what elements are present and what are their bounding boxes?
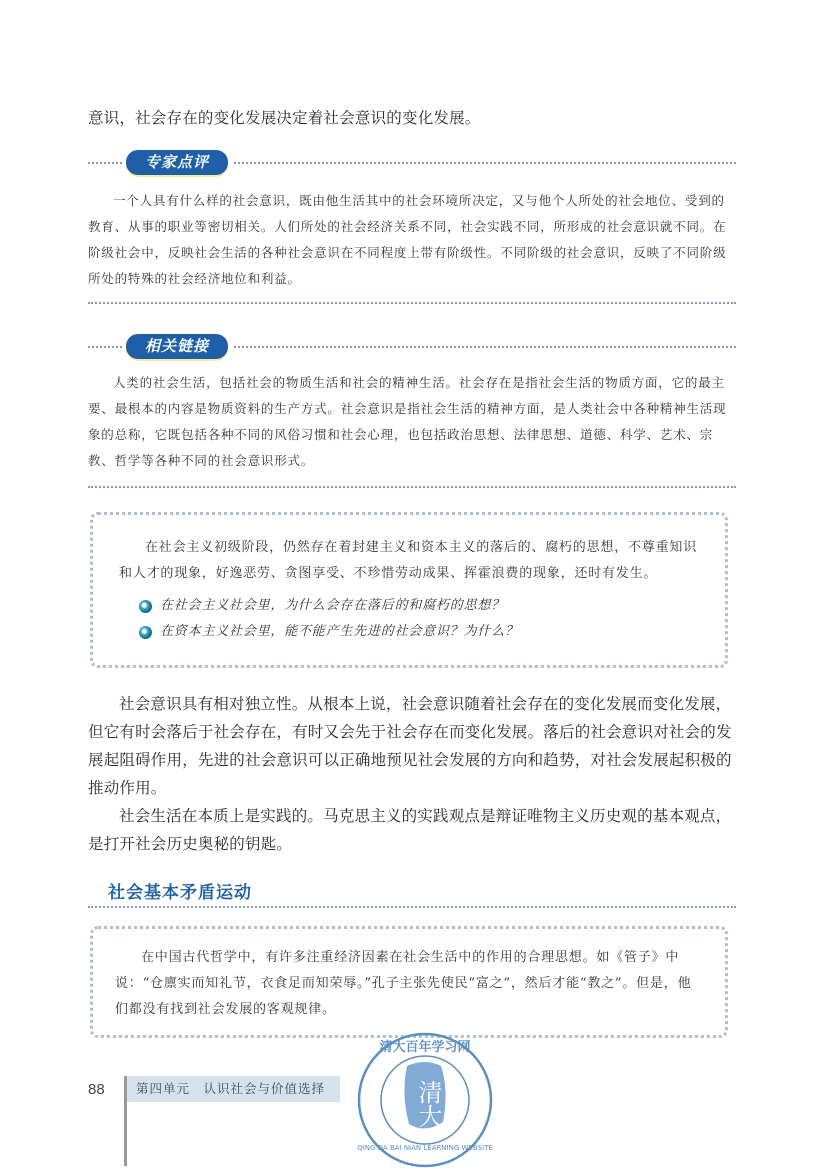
section-heading: 社会基本矛盾运动 (108, 883, 252, 903)
discussion-box (90, 512, 728, 668)
main-paragraph: 社会生活在本质上是实践的。马克思主义的实践观点是辩证唯物主义历史观的基本观点，是打开社会历史奥秘的钥匙。 (88, 807, 732, 853)
dotted-divider (88, 302, 736, 304)
page-number: 88 (88, 1081, 105, 1098)
top-paragraph (88, 104, 738, 132)
bullet-icon (139, 600, 152, 613)
dotted-divider (234, 162, 736, 164)
ancient-paragraph: 在中国古代哲学中，有许多注重经济因素在社会生活中的作用的合理思想。如《管子》中说：“仓廪实而知礼节，衣食足而知荣辱。”孔子主张先使民“富之”，然后才能“教之”。但是，他们都没有找到社会发展的客观规律。 (115, 950, 692, 1017)
dotted-divider (88, 486, 736, 488)
bullet-icon (139, 626, 152, 639)
related-link-badge: 相关链接 (126, 334, 228, 359)
main-content (88, 690, 738, 858)
dotted-divider (234, 346, 736, 348)
unit-label-bar: 第四单元 认识社会与价值选择 (124, 1076, 340, 1102)
question-text: 在社会主义社会里，为什么会存在落后的和腐朽的思想？ (160, 598, 506, 613)
ancient-text (115, 945, 705, 1023)
question-item (139, 619, 705, 645)
dotted-divider (88, 162, 122, 164)
related-link-header (88, 334, 736, 360)
question-item (139, 593, 705, 619)
expert-review-badge: 专家点评 (126, 150, 228, 175)
main-paragraph: 社会意识具有相对独立性。从根本上说，社会意识随着社会存在的变化发展而变化发展，但它有时会落后于社会存在，有时又会先于社会存在而变化发展。落后的社会意识对社会的发展起阻碍作用，先进的社会意识可以正确地预见社会发展的方向和趋势，对社会发展起积极的推动作用。 (88, 695, 732, 797)
watermark-top-text: 清大百年学习网 (379, 1040, 471, 1055)
related-link-paragraph: 人类的社会生活，包括社会的物质生活和社会的精神生活。社会存在是指社会生活的物质方面，它的最主要、最根本的内容是物质资料的生产方式。社会意识是指社会生活的精神方面，是人类社会中各种精神生活现象的总称，它既包括各种不同的风俗习惯和社会心理，也包括政治思想、法律思想、道德、科学、艺术、宗教、哲学等各种不同的社会意识形式。 (88, 375, 727, 468)
dotted-divider (88, 906, 736, 908)
expert-review-content (88, 188, 736, 292)
footer-divider (124, 1076, 127, 1166)
expert-review-paragraph: 一个人具有什么样的社会意识，既由他生活其中的社会环境所决定，又与他个人所处的社会地位、受到的教育、从事的职业等密切相关。人们所处的社会经济关系不同，社会实践不同，所形成的社会意识就不同。在阶级社会中，反映社会生活的各种社会意识在不同程度上带有阶级性。不同阶级的社会意识，反映了不同阶级所处的特殊的社会经济地位和利益。 (88, 193, 727, 286)
watermark-bottom-text: QING DA BAI NIAN LEARNING WEBSITE (357, 1144, 493, 1152)
dotted-divider (88, 346, 122, 348)
question-list (119, 593, 705, 645)
expert-review-header (88, 150, 736, 176)
top-line-text: 意识，社会存在的变化发展决定着社会意识的变化发展。 (88, 109, 481, 127)
watermark-center-glyphs: 清大 (414, 1080, 442, 1128)
discussion-paragraph: 在社会主义初级阶段，仍然存在着封建主义和资本主义的落后的、腐朽的思想，不尊重知识和人才的现象，好逸恶劳、贪图享受、不珍惜劳动成果、挥霍浪费的现象，还时有发生。 (119, 540, 698, 581)
watermark-stamp (355, 1030, 495, 1170)
ancient-philosophy-box (90, 926, 728, 1038)
related-link-content (88, 370, 736, 474)
question-text: 在资本主义社会里，能不能产生先进的社会意识？为什么？ (160, 624, 519, 639)
discussion-text (119, 535, 705, 645)
